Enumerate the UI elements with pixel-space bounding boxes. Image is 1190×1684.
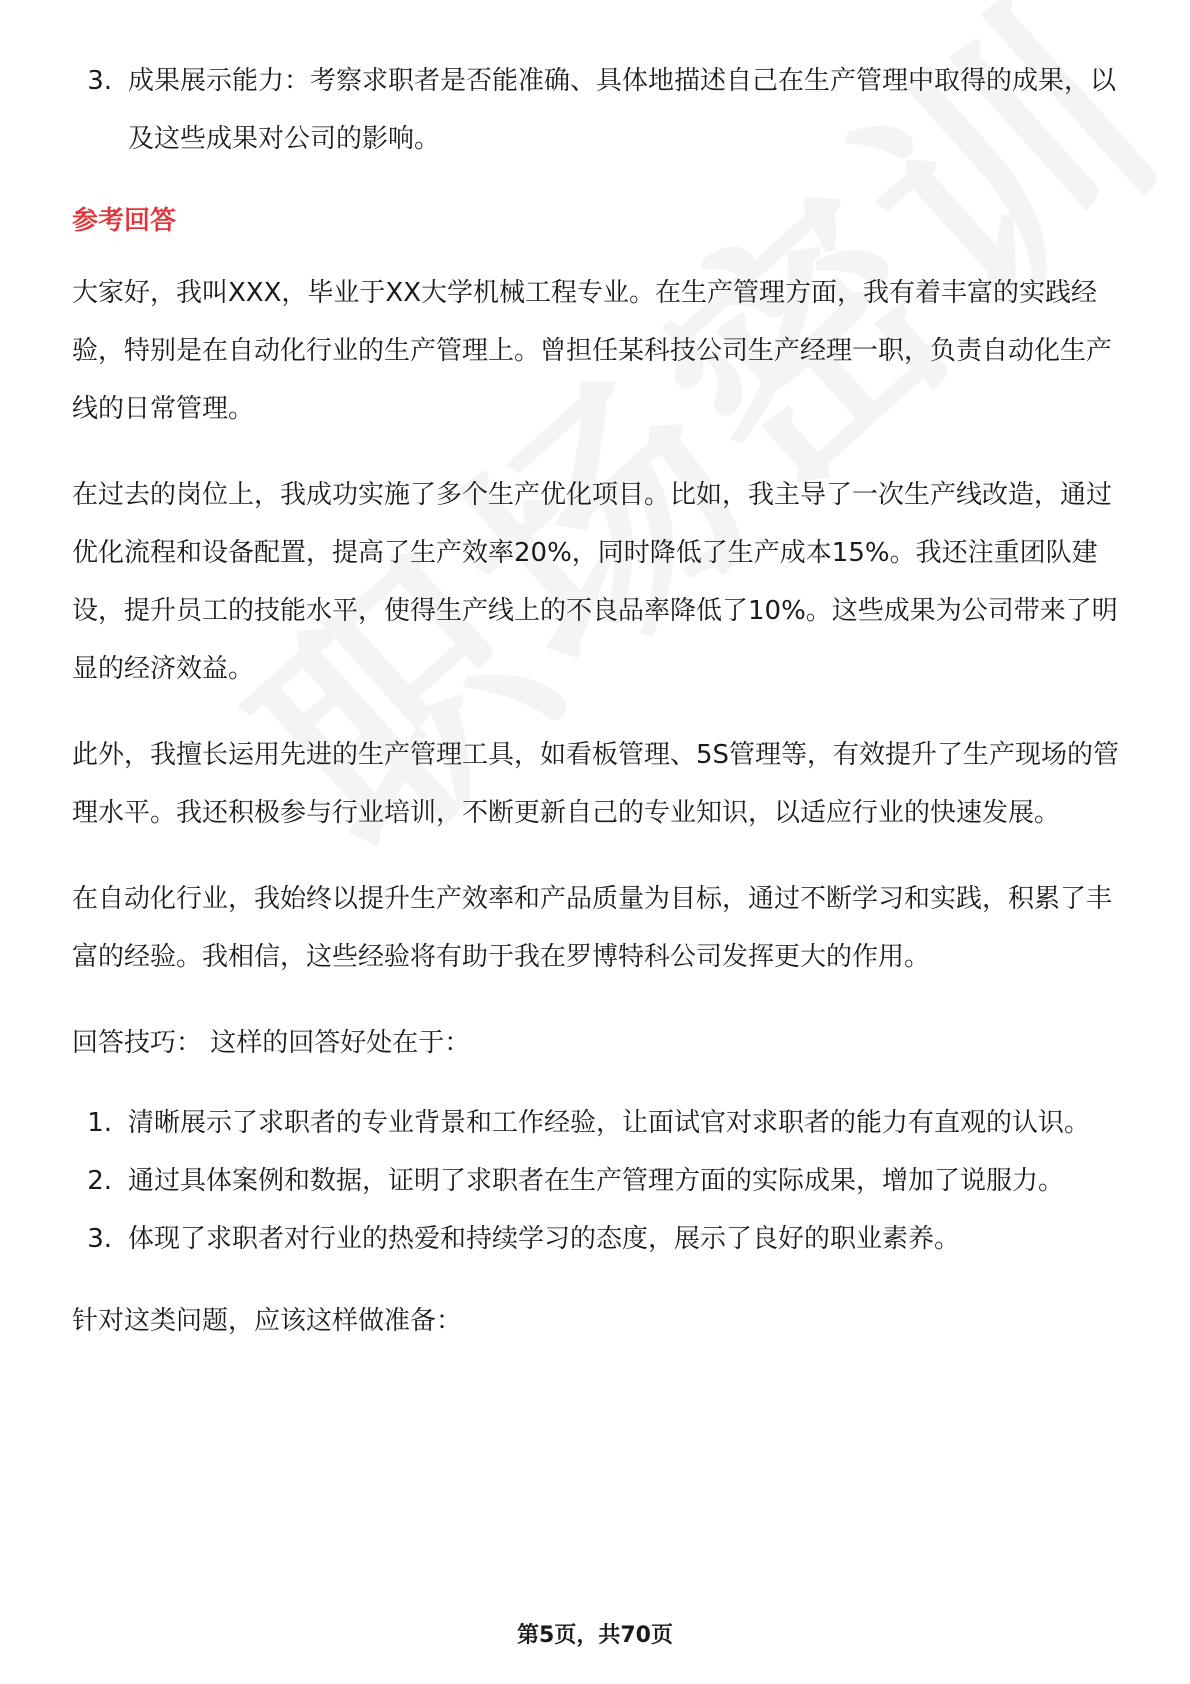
list-number: 2. bbox=[87, 1166, 112, 1196]
list-text: 成果展示能力：考察求职者是否能准确、具体地描述自己在生产管理中取得的成果，以及这些成果对公司的影响。 bbox=[128, 66, 1117, 154]
answer-heading: 参考回答 bbox=[72, 206, 177, 236]
list-item bbox=[72, 1094, 1122, 1152]
list-text: 通过具体案例和数据，证明了求职者在生产管理方面的实际成果，增加了说服力。 bbox=[128, 1166, 1065, 1196]
list-item bbox=[72, 52, 1122, 168]
answer-paragraph: 大家好，我叫XXX，毕业于XX大学机械工程专业。在生产管理方面，我有着丰富的实践经验，特别是在自动化行业的生产管理上。曾担任某科技公司生产经理一职，负责自动化生产线的日常管理。 bbox=[72, 278, 1113, 424]
list-text: 体现了求职者对行业的热爱和持续学习的态度，展示了良好的职业素养。 bbox=[128, 1224, 961, 1254]
list-text: 清晰展示了求职者的专业背景和工作经验，让面试官对求职者的能力有直观的认识。 bbox=[128, 1108, 1091, 1138]
page-footer: 第5页，共70页 bbox=[517, 1623, 673, 1648]
tips-list bbox=[72, 1094, 1122, 1268]
list-item bbox=[72, 1210, 1122, 1268]
list-number: 1. bbox=[87, 1108, 112, 1138]
prep-title: 针对这类问题，应该这样做准备： bbox=[72, 1306, 463, 1336]
list-number: 3. bbox=[87, 1224, 112, 1254]
page-content bbox=[72, 52, 1122, 1378]
list-number: 3. bbox=[87, 66, 112, 96]
list-item bbox=[72, 1152, 1122, 1210]
tips-title: 回答技巧： 这样的回答好处在于： bbox=[72, 1028, 471, 1058]
answer-paragraph: 此外，我擅长运用先进的生产管理工具，如看板管理、5S管理等，有效提升了生产现场的管理水平。我还积极参与行业培训，不断更新自己的专业知识，以适应行业的快速发展。 bbox=[72, 740, 1120, 828]
assessment-list bbox=[72, 52, 1122, 168]
answer-paragraph: 在过去的岗位上，我成功实施了多个生产优化项目。比如，我主导了一次生产线改造，通过优化流程和设备配置，提高了生产效率20%，同时降低了生产成本15%。我还注重团队建设，提升员工的技能水平，使得生产线上的不良品率降低了10%。这些成果为公司带来了明显的经济效益。 bbox=[72, 480, 1118, 684]
answer-paragraph: 在自动化行业，我始终以提升生产效率和产品质量为目标，通过不断学习和实践，积累了丰富的经验。我相信，这些经验将有助于我在罗博特科公司发挥更大的作用。 bbox=[72, 884, 1113, 972]
